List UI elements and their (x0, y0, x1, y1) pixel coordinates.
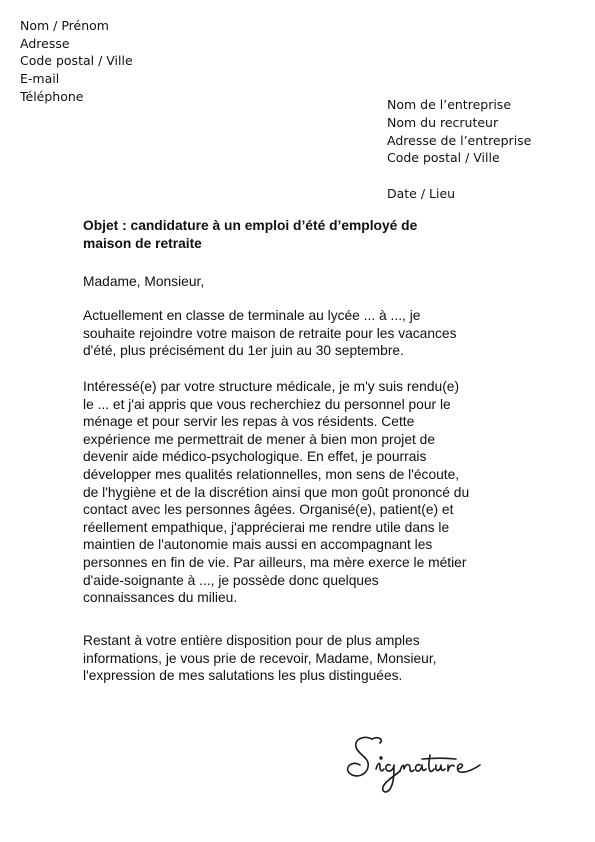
paragraph-line: développer mes qualités relationnelles, mon sens de l'écoute, (83, 466, 460, 482)
paragraph-line: personnes en fin de vie. Par ailleurs, ma mère exerce le métier (83, 554, 467, 570)
greeting: Madame, Monsieur, (83, 274, 205, 289)
paragraph-line: Restant à votre entière disposition pour de plus amples (83, 633, 420, 648)
paragraph-line: expérience me permettrait de mener à bien mon projet de (83, 431, 436, 447)
paragraph-line: contact avec les personnes âgées. Organisé(e), patient(e) et (83, 502, 454, 518)
recipient-company: Nom de l’entreprise (387, 97, 512, 112)
paragraph-line: Actuellement en classe de terminale au lycée ... à ..., je (83, 308, 421, 323)
sender-email: E-mail (20, 71, 60, 87)
sender-address: Adresse (20, 35, 70, 51)
paragraph-intro (83, 307, 523, 360)
recipient-postal-city: Code postal / Ville (387, 150, 500, 166)
paragraph-motivation (83, 378, 523, 607)
paragraph-line: Intéressé(e) par votre structure médicale, je m'y suis rendu(e) (83, 379, 460, 394)
sender-postal-city: Code postal / Ville (20, 53, 133, 69)
paragraph-line: de l'hygiène et de la discrétion ainsi que mon goût prononcé du (83, 484, 470, 500)
subject-line-2: maison de retraite (83, 235, 202, 251)
subject-line (83, 217, 523, 252)
paragraph-line: d'aide-soignante à ..., je possède donc quelques (83, 572, 379, 588)
paragraph-line: l'expression de mes salutations les plus distinguées. (83, 668, 403, 684)
date-place: Date / Lieu (387, 186, 456, 201)
paragraph-line: d'été, plus précisément du 1er juin au 30 septembre. (83, 343, 404, 359)
paragraph-closing (83, 632, 523, 685)
paragraph-line: souhaite rejoindre votre maison de retraite pour les vacances (83, 325, 457, 341)
sender-phone: Téléphone (20, 88, 84, 104)
recipient-recruiter: Nom du recruteur (387, 114, 499, 130)
paragraph-line: connaissances du milieu. (83, 590, 238, 606)
paragraph-line: maintien de l'autonomie mais aussi en accompagnant les (83, 537, 433, 553)
recipient-block (387, 96, 531, 167)
paragraph-line: le ... et j'ai appris que vous recherchiez du personnel pour le (83, 396, 451, 412)
signature-strokes (348, 737, 480, 792)
sender-name: Nom / Prénom (20, 18, 109, 33)
sender-block (20, 17, 133, 106)
recipient-address: Adresse de l’entreprise (387, 132, 532, 148)
paragraph-line: devenir aide médico-psychologique. En effet, je pourrais (83, 449, 427, 465)
paragraph-line: informations, je vous prie de recevoir, Madame, Monsieur, (83, 650, 437, 666)
signature-image (342, 725, 492, 805)
subject-line-1: Objet : candidature à un emploi d’été d’employé de (83, 218, 418, 233)
paragraph-line: ménage et pour servir les repas à vos résidents. Cette (83, 414, 415, 430)
paragraph-line: réellement empathique, j'apprécierai me rendre utile dans le (83, 519, 450, 535)
